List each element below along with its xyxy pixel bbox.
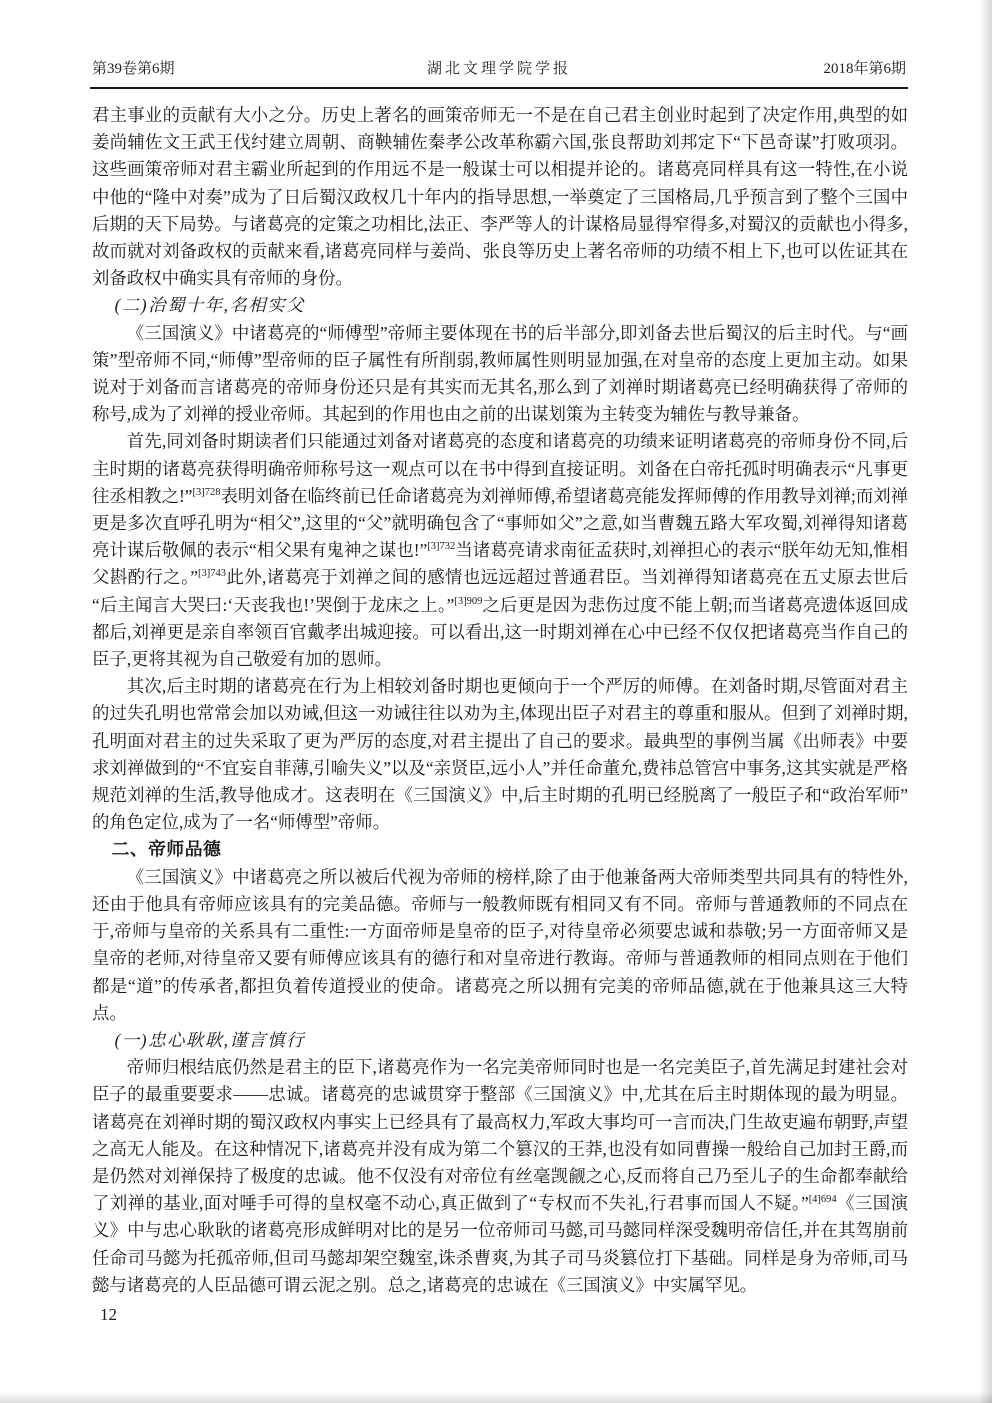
paragraph-text: 表明刘备在临终前已任命诸葛亮为刘禅师傅,希望诸葛亮能发挥师傅的作用教导刘禅;而刘禅更是多次直呼孔明为“相父”,这里的“父”就明确包含了“事师如父”之意,如当曹魏五路大军攻蜀,刘禅得知诸葛亮计谋后敬佩的表示“相父果有鬼神之谋也!” — [92, 485, 908, 561]
subsection-heading: (一)忠心耿耿,谨言慎行 — [114, 1029, 306, 1050]
paragraph — [92, 864, 908, 1027]
paragraph — [92, 428, 908, 673]
year-issue: 2018年第6期 — [823, 61, 906, 77]
paragraph-text: 帝师归根结底仍然是君主的臣下,诸葛亮作为一名完美帝师同时也是一名完美臣子,首先满足封建社会对臣子的最重要要求——忠诚。诸葛亮的忠诚贯穿于整部《三国演义》中,尤其在后主时期体现的最为明显。诸葛亮在刘禅时期的蜀汉政权内事实上已经具有了最高权力,军政大事均可一言而决,门生故吏遍布朝野,声望之高无人能及。在这种情况下,诸葛亮并没有成为第二个篡汉的王莽,也没有如同曹操一般给自己加封王爵,而是仍然对刘禅保持了极度的忠诚。他不仅没有对帝位有丝毫觊觎之心,反而将自己乃至儿子的生命都奉献给了刘禅的基业,面对唾手可得的皇权毫不动心,真正做到了“专权而不失礼,行君事而国人不疑。” — [92, 1057, 908, 1214]
paragraph-text: 君主事业的贡献有大小之分。历史上著名的画策帝师无一不是在自己君主创业时起到了决定作用,典型的如姜尚辅佐文王武王伐纣建立周朝、商鞅辅佐秦孝公改革称霸六国,张良帮助刘邦定下“下邑奇谋”打败项羽。这些画策帝师对君主霸业所起到的作用远不是一般谋士可以相提并论的。诸葛亮同样具有这一特性,在小说中他的“隆中对奏”成为了日后蜀汉政权几十年内的指导思想,一举奠定了三国格局,几乎预言到了整个三国中后期的天下局势。与诸葛亮的定策之功相比,法正、李严等人的计谋格局显得窄得多,对蜀汉的贡献也小得多,故而就对刘备政权的贡献来看,诸葛亮同样与姜尚、张良等历史上著名帝师的功绩不相上下,也可以佐证其在刘备政权中确实具有帝师的身份。 — [92, 105, 908, 289]
paragraph-text: 之后更是因为悲伤过度不能上朝;而当诸葛亮遗体返回成都后,刘禅更是亲自率领百官戴孝出城迎接。可以看出,这一时期刘禅在心中已经不仅仅把诸葛亮当作自己的臣子,更将其视为自己敬爱有加的恩师。 — [92, 594, 908, 670]
paragraph-text: 《三国演义》中与忠心耿耿的诸葛亮形成鲜明对比的是另一位帝师司马懿,司马懿同样深受魏明帝信任,并在其驾崩前任命司马懿为托孤帝师,但司马懿却架空魏室,诛杀曹爽,为其子司马炎篡位打下基础。同样是身为帝师,司马懿与诸葛亮的人臣品德可谓云泥之别。总之,诸葛亮的忠诚在《三国演义》中实属罕见。 — [92, 1193, 908, 1295]
paragraph — [92, 1054, 908, 1299]
paragraph-text: 其次,后主时期的诸葛亮在行为上相较刘备时期也更倾向于一个严厉的师傅。在刘备时期,尽管面对君主的过失孔明也常常会加以劝诫,但这一劝诫往往以劝为主,体现出臣子对君主的尊重和服从。但到了刘禅时期,孔明面对君主的过失采取了更为严厉的态度,对君主提出了自己的要求。最典型的事例当属《出师表》中要求刘禅做到的“不宜妄自菲薄,引喻失义”以及“亲贤臣,远小人”并任命董允,费祎总管宫中事务,这其实就是严格规范刘禅的生活,教导他成才。这表明在《三国演义》中,后主时期的孔明已经脱离了一般臣子和“政治军师”的角色定位,成为了一名“师傅型”帝师。 — [92, 676, 908, 833]
scan-edge-bottom — [0, 1392, 992, 1403]
paragraph-text: 当诸葛亮请求南征孟获时,刘禅担心的表示“朕年幼无知,惟相父斟酌行之。” — [92, 540, 908, 588]
page-number: 12 — [100, 1304, 117, 1324]
scan-edge-right — [979, 0, 992, 1403]
paragraph — [92, 102, 908, 292]
paragraph-text: 《三国演义》中诸葛亮之所以被后代视为帝师的榜样,除了由于他兼备两大帝师类型共同具有的特性外,还由于他具有帝师应该具有的完美品德。帝师与一般教师既有相同又有不同。帝师与普通教师的不同点在于,帝师与皇帝的关系具有二重性:一方面帝师是皇帝的臣子,对待皇帝必须要忠诚和恭敬;另一方面帝师又是皇帝的老师,对待皇帝又要有师傅应该具有的德行和对皇帝进行教诲。帝师与普通教师的相同点则在于他们都是“道”的传承者,都担负着传道授业的使命。诸葛亮之所以拥有完美的帝师品德,就在于他兼具这三大特点。 — [92, 866, 908, 1023]
citation-ref: [3]728 — [192, 487, 221, 499]
journal-title: 湖北文理学院学报 — [426, 61, 571, 77]
page-header — [92, 57, 906, 78]
citation-ref: [3]909 — [454, 595, 483, 607]
section-heading: 二、帝师品德 — [111, 839, 222, 860]
citation-ref: [4]694 — [808, 1194, 837, 1206]
citation-ref: [3]743 — [197, 568, 226, 580]
paragraph-text: 《三国演义》中诸葛亮的“师傅型”帝师主要体现在书的后半部分,即刘备去世后蜀汉的后主时代。与“画策”型帝师不同,“师傅”型帝师的臣子属性有所削弱,教师属性则明显加强,在对皇帝的态度上更加主动。如果说对于刘备而言诸葛亮的帝师身份还只是有其实而无其名,那么到了刘禅时期诸葛亮已经明确获得了帝师的称号,成为了刘禅的授业帝师。其起到的作用也由之前的出谋划策为主转变为辅佐与教导兼备。 — [92, 322, 908, 425]
paragraph-text: 此外,诸葛亮于刘禅之间的感情也远远超过普通君臣。当刘禅得知诸葛亮在五丈原去世后“后主闻言大哭曰:‘天丧我也!’哭倒于龙床之上。” — [92, 567, 908, 615]
volume-issue: 第39卷第6期 — [92, 61, 175, 77]
paragraph — [92, 673, 908, 836]
article-body — [92, 102, 908, 1299]
paragraph-text: 首先,同刘备时期读者们只能通过刘备对诸葛亮的态度和诸葛亮的功绩来证明诸葛亮的帝师身份不同,后主时期的诸葛亮获得明确帝师称号这一观点可以在书中得到直接证明。刘备在白帝托孤时明确表示“凡事更往丞相教之!” — [92, 431, 908, 506]
paragraph — [92, 320, 908, 429]
header-divider — [90, 87, 908, 89]
citation-ref: [3]732 — [427, 541, 456, 553]
subsection-heading: (二)治蜀十年,名相实父 — [114, 295, 306, 316]
